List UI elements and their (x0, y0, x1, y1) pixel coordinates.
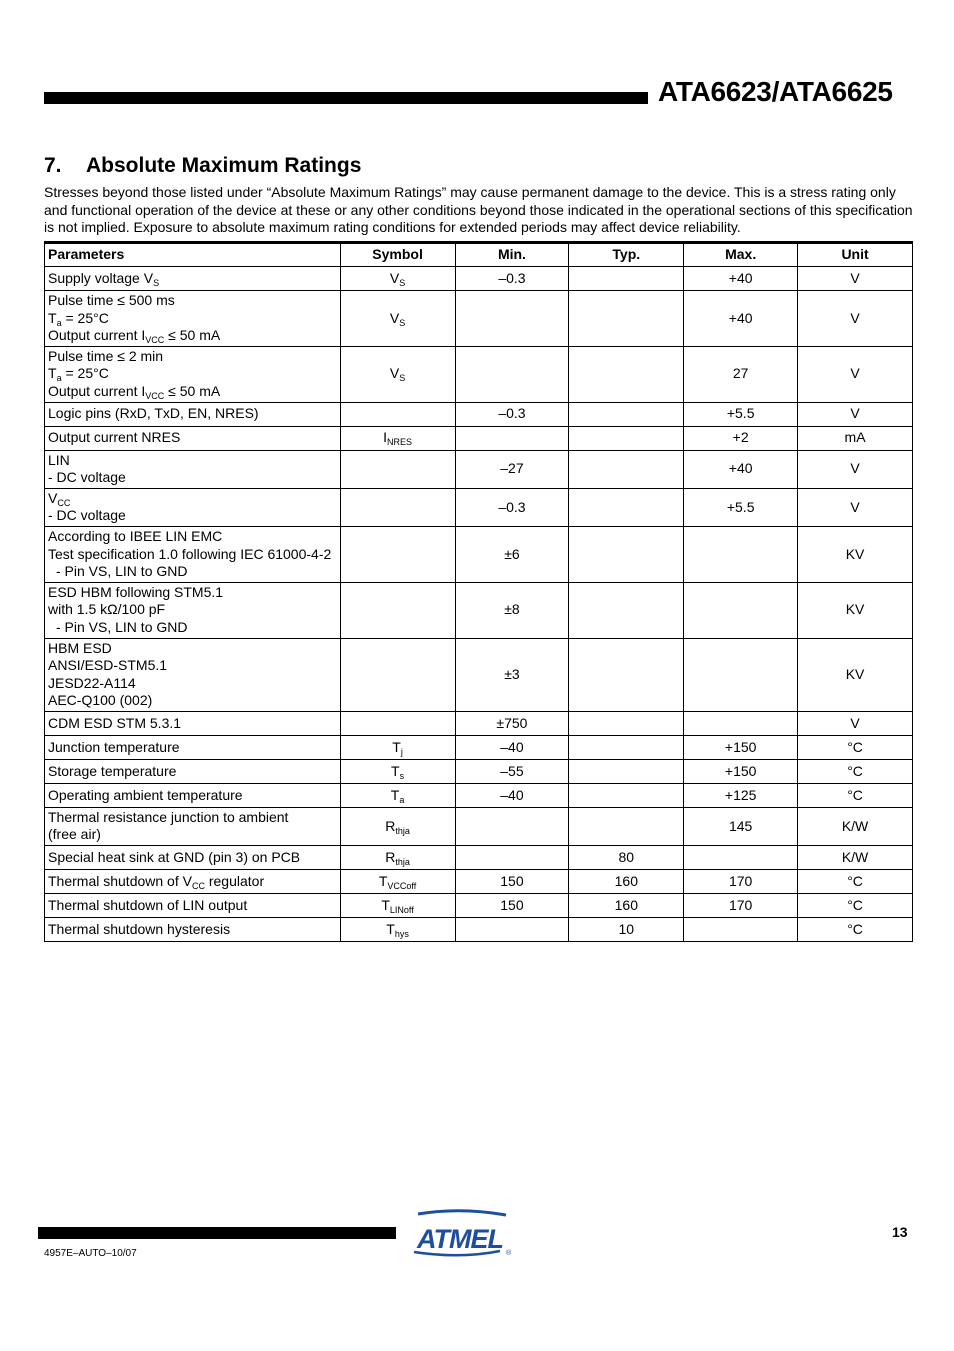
unit-cell: °C (798, 918, 913, 942)
parameter-cell (45, 346, 341, 402)
parameter-line: - DC voltage (48, 507, 126, 524)
header-unit: Unit (798, 243, 913, 267)
parameter-subscript: CC (191, 880, 205, 891)
parameter-line: JESD22-A114 (48, 674, 136, 691)
parameter-line: - Pin VS, LIN to GND (56, 563, 188, 580)
parameter-cell: Operating ambient temperature (45, 783, 341, 807)
document-code: 4957E–AUTO–10/07 (44, 1248, 137, 1259)
typ-cell: 10 (569, 918, 684, 942)
max-cell: +40 (684, 291, 798, 347)
typ-cell (569, 488, 684, 526)
parameter-cell (45, 870, 341, 894)
max-cell: 145 (684, 807, 798, 845)
table-row (45, 759, 913, 783)
symbol-cell (340, 918, 455, 942)
header-symbol: Symbol (340, 243, 455, 267)
symbol-cell (340, 267, 455, 291)
symbol-cell (340, 488, 455, 526)
min-cell (455, 291, 569, 347)
parameter-line: ESD HBM following STM5.1 (48, 583, 224, 600)
table-row (45, 267, 913, 291)
max-cell: 27 (684, 346, 798, 402)
max-cell: +40 (684, 267, 798, 291)
unit-cell: KV (798, 582, 913, 638)
table-row (45, 638, 913, 711)
symbol-subscript: thja (395, 856, 410, 867)
min-cell: –27 (455, 450, 569, 488)
symbol-subscript: S (399, 277, 406, 288)
typ-cell (569, 807, 684, 845)
intro-paragraph: Stresses beyond those listed under “Absolute Maximum Ratings” may cause permanent damage to the device. This is a stress rating only and functional operation of the device at these or any other conditions beyond those indicated in the operational sections of this specification is not implied. Exposure to absolute maximum rating conditions for extended periods may affect device reliability. (44, 184, 913, 236)
parameter-cell: Special heat sink at GND (pin 3) on PCB (45, 846, 341, 870)
parameter-subscript: CC (57, 497, 71, 508)
symbol-cell (340, 346, 455, 402)
min-cell (455, 918, 569, 942)
typ-cell (569, 346, 684, 402)
unit-cell: mA (798, 426, 913, 450)
symbol-subscript: S (399, 317, 406, 328)
symbol-text: T (392, 738, 401, 755)
parameter-cell: Thermal shutdown hysteresis (45, 918, 341, 942)
parameter-cell (45, 526, 341, 582)
symbol-text: R (385, 817, 396, 834)
typ-cell: 80 (569, 846, 684, 870)
parameter-text: Supply voltage V (48, 269, 154, 286)
unit-cell: V (798, 450, 913, 488)
table-header-row (45, 243, 913, 267)
parameter-line (48, 490, 337, 508)
symbol-subscript: VCCoff (387, 880, 417, 891)
unit-cell: V (798, 346, 913, 402)
symbol-cell (340, 870, 455, 894)
table-row (45, 346, 913, 402)
symbol-cell (340, 894, 455, 918)
parameter-line (48, 327, 337, 345)
parameter-line: Thermal resistance junction to ambient (48, 808, 289, 825)
parameter-line (48, 365, 337, 383)
parameter-line: HBM ESD (48, 639, 112, 656)
parameter-line: LIN (48, 451, 70, 468)
parameter-text: regulator (204, 872, 265, 889)
max-cell (684, 582, 798, 638)
table-row (45, 402, 913, 426)
symbol-subscript: LINoff (389, 904, 414, 915)
table-row (45, 426, 913, 450)
table-row (45, 526, 913, 582)
min-cell: ±3 (455, 638, 569, 711)
header-parameters: Parameters (45, 243, 341, 267)
registered-mark: ® (506, 1250, 512, 1257)
symbol-cell (340, 711, 455, 735)
parameter-cell (45, 291, 341, 347)
symbol-text: V (389, 365, 400, 382)
parameter-line: with 1.5 kΩ/100 pF (48, 601, 166, 618)
parameter-cell: Thermal shutdown of LIN output (45, 894, 341, 918)
symbol-cell (340, 735, 455, 759)
symbol-cell (340, 783, 455, 807)
typ-cell (569, 267, 684, 291)
parameter-subscript: VCC (145, 335, 165, 346)
max-cell: +5.5 (684, 488, 798, 526)
parameter-line: Pulse time ≤ 2 min (48, 347, 164, 364)
unit-cell: K/W (798, 846, 913, 870)
parameter-line: ANSI/ESD-STM5.1 (48, 657, 168, 674)
symbol-text: V (389, 309, 400, 326)
typ-cell (569, 450, 684, 488)
parameter-subscript: a (56, 317, 62, 328)
atmel-logo (410, 1211, 510, 1257)
unit-cell: °C (798, 759, 913, 783)
min-cell: 150 (455, 894, 569, 918)
table-row (45, 870, 913, 894)
max-cell: +2 (684, 426, 798, 450)
header-max: Max. (684, 243, 798, 267)
parameter-line: - DC voltage (48, 469, 126, 486)
parameter-line (48, 310, 337, 328)
parameter-cell: Junction temperature (45, 735, 341, 759)
parameter-line: Test specification 1.0 following IEC 61000-4-2 (48, 545, 332, 562)
symbol-subscript: a (399, 794, 405, 805)
symbol-subscript: NRES (387, 437, 413, 448)
symbol-subscript: thja (395, 825, 410, 836)
parameter-text: ≤ 50 mA (164, 327, 221, 344)
max-cell (684, 711, 798, 735)
unit-cell: V (798, 711, 913, 735)
unit-cell: V (798, 267, 913, 291)
min-cell: –40 (455, 735, 569, 759)
symbol-subscript: j (400, 746, 403, 757)
symbol-text: T (381, 896, 390, 913)
max-cell (684, 846, 798, 870)
symbol-text: T (386, 920, 395, 937)
footer-rule (38, 1227, 396, 1239)
table-row (45, 582, 913, 638)
parameter-text: = 25°C (61, 309, 109, 326)
symbol-cell (340, 638, 455, 711)
symbol-cell (340, 807, 455, 845)
parameter-cell: Output current NRES (45, 426, 341, 450)
typ-cell (569, 526, 684, 582)
parameter-subscript: a (56, 373, 62, 384)
unit-cell: °C (798, 870, 913, 894)
section-heading (44, 154, 361, 178)
unit-cell: °C (798, 735, 913, 759)
table-row (45, 918, 913, 942)
parameter-cell (45, 450, 341, 488)
unit-cell: °C (798, 894, 913, 918)
table-row (45, 735, 913, 759)
parameter-cell (45, 638, 341, 711)
table-row (45, 711, 913, 735)
symbol-cell (340, 582, 455, 638)
max-cell (684, 526, 798, 582)
parameter-cell (45, 488, 341, 526)
document-title: ATA6623/ATA6625 (658, 76, 893, 107)
min-cell: –55 (455, 759, 569, 783)
header-typ: Typ. (569, 243, 684, 267)
parameter-cell (45, 267, 341, 291)
parameter-text: Output current I (48, 327, 146, 344)
symbol-cell (340, 526, 455, 582)
symbol-text: T (391, 762, 400, 779)
symbol-text: T (378, 872, 388, 889)
parameter-text: T (48, 309, 57, 326)
parameter-text: ≤ 50 mA (164, 382, 221, 399)
parameter-text: = 25°C (61, 365, 109, 382)
parameter-cell: Storage temperature (45, 759, 341, 783)
table-row (45, 291, 913, 347)
table-row (45, 894, 913, 918)
table-row (45, 846, 913, 870)
max-cell: +40 (684, 450, 798, 488)
min-cell (455, 807, 569, 845)
min-cell: –0.3 (455, 402, 569, 426)
symbol-text: R (385, 848, 396, 865)
unit-cell: °C (798, 783, 913, 807)
typ-cell (569, 759, 684, 783)
parameter-subscript: S (153, 277, 160, 288)
parameter-line: According to IBEE LIN EMC (48, 527, 223, 544)
typ-cell (569, 291, 684, 347)
min-cell: –40 (455, 783, 569, 807)
symbol-subscript: S (399, 373, 406, 384)
symbol-cell (340, 291, 455, 347)
typ-cell (569, 426, 684, 450)
max-cell (684, 918, 798, 942)
typ-cell: 160 (569, 870, 684, 894)
parameter-line: (free air) (48, 826, 101, 843)
max-cell (684, 638, 798, 711)
section-number: 7. (44, 154, 62, 177)
parameter-text: T (48, 365, 57, 382)
unit-cell: V (798, 402, 913, 426)
parameter-text: V (48, 489, 58, 506)
typ-cell (569, 638, 684, 711)
typ-cell (569, 402, 684, 426)
section-title: Absolute Maximum Ratings (86, 154, 362, 177)
parameter-line: - Pin VS, LIN to GND (56, 618, 188, 635)
max-cell: +150 (684, 735, 798, 759)
min-cell: 150 (455, 870, 569, 894)
unit-cell: V (798, 488, 913, 526)
symbol-text: V (389, 269, 400, 286)
symbol-cell (340, 450, 455, 488)
symbol-text: T (390, 786, 400, 803)
parameter-cell: Logic pins (RxD, TxD, EN, NRES) (45, 402, 341, 426)
table-row (45, 807, 913, 845)
parameter-subscript: VCC (145, 390, 165, 401)
min-cell: ±750 (455, 711, 569, 735)
symbol-text: I (383, 429, 387, 446)
typ-cell (569, 783, 684, 807)
parameter-line: Pulse time ≤ 500 ms (48, 292, 175, 308)
min-cell: –0.3 (455, 488, 569, 526)
table-row (45, 488, 913, 526)
table-row (45, 450, 913, 488)
typ-cell (569, 735, 684, 759)
min-cell (455, 426, 569, 450)
min-cell: ±8 (455, 582, 569, 638)
symbol-cell (340, 426, 455, 450)
unit-cell: KV (798, 638, 913, 711)
max-cell: 170 (684, 870, 798, 894)
max-cell: +125 (684, 783, 798, 807)
header-rule (44, 92, 648, 104)
typ-cell (569, 711, 684, 735)
symbol-cell (340, 846, 455, 870)
max-cell: +5.5 (684, 402, 798, 426)
min-cell: –0.3 (455, 267, 569, 291)
logo-wordmark: ATMEL (417, 1224, 503, 1254)
header-min: Min. (455, 243, 569, 267)
min-cell (455, 846, 569, 870)
absolute-maximum-ratings-table (44, 241, 913, 942)
unit-cell: KV (798, 526, 913, 582)
table-row (45, 783, 913, 807)
typ-cell: 160 (569, 894, 684, 918)
page-number: 13 (892, 1224, 908, 1240)
unit-cell: V (798, 291, 913, 347)
symbol-subscript: hys (394, 928, 409, 939)
max-cell: +150 (684, 759, 798, 783)
min-cell: ±6 (455, 526, 569, 582)
symbol-cell (340, 759, 455, 783)
symbol-subscript: s (399, 770, 405, 781)
parameter-text: Thermal shutdown of V (48, 872, 192, 889)
parameter-text: Output current I (48, 382, 146, 399)
parameter-cell (45, 807, 341, 845)
parameter-cell (45, 582, 341, 638)
symbol-cell (340, 402, 455, 426)
typ-cell (569, 582, 684, 638)
parameter-line (48, 383, 337, 401)
max-cell: 170 (684, 894, 798, 918)
unit-cell: K/W (798, 807, 913, 845)
parameter-line: AEC-Q100 (002) (48, 692, 153, 709)
parameter-cell: CDM ESD STM 5.3.1 (45, 711, 341, 735)
min-cell (455, 346, 569, 402)
